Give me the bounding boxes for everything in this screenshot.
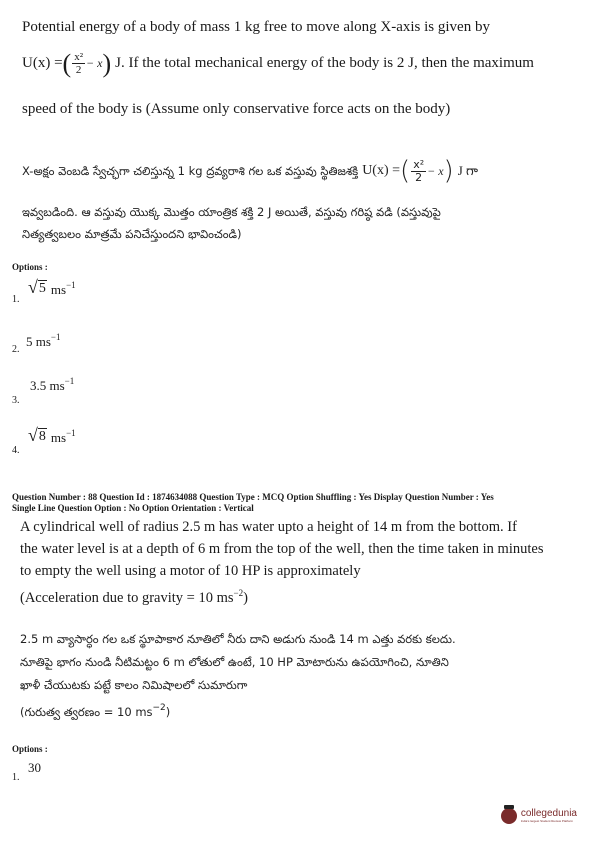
q1-line2-rest: J. If the total mechanical energy of the body is 2 J, then the maximum [115,55,534,71]
q2-meta-line2: Single Line Question Option : No Option Orientation : Vertical [12,503,254,513]
sqrt-symbol: √ [28,277,38,297]
q1-te-u-prefix: U(x) = [362,163,401,178]
q2-te-line: నూతిపై భాగం నుండి నీటిమట్టం 6 m లోతులో ఉంటే, 10 HP మోటారును ఉపయోగించి, నూతిని [20,655,449,669]
exponent: −1 [64,376,75,386]
q2-en-line: A cylindrical well of radius 2.5 m has water upto a height of 14 m from the bottom. If [20,519,517,535]
exponent: −2 [152,703,166,713]
exponent: −2 [233,588,244,598]
q1-te-fraction [411,159,426,184]
q1-option3[interactable] [30,376,74,394]
q2-telugu-block [20,628,456,724]
sqrt-symbol: √ [28,425,38,445]
q1-fraction [72,51,85,76]
te-minus-x: − x [427,164,444,178]
q2-meta-line1: Question Number : 88 Question Id : 1874634088 Question Type : MCQ Option Shuffling : Yes Display Question Number : Yes [12,492,494,502]
q1-options-label: Options : [12,262,48,272]
exponent: −1 [50,332,61,342]
te-fraction-numerator: x² [413,157,425,171]
close-paren: ) [165,705,171,719]
q1-option1-number: 1. [12,294,20,305]
unit: ms [50,430,67,445]
q1-line2 [22,50,534,77]
q2-options-label: Options : [12,744,48,754]
graduation-cap-icon [501,808,517,824]
exponent: −1 [66,280,76,290]
radicand: 5 [38,281,46,296]
fraction-denominator: 2 [75,64,82,76]
minus-x: − x [86,56,103,70]
q2-english-block [20,516,543,609]
q1-te-text1: X-అక్షం వెంబడి స్వేచ్ఛగా చలిస్తున్న 1 kg ద్రవ్యరాశి గల ఒక వస్తువు స్థితిజశక్తి [22,164,359,178]
open-paren: ( [62,48,72,78]
te-open-paren: ( [400,156,411,186]
q1-option1[interactable] [28,278,76,298]
q2-gravity-line [20,582,543,609]
logo-text-group [521,809,577,823]
q2-option1-number: 1. [12,772,20,783]
q2-te-gravity-line [20,697,456,724]
q2-en-line: to empty the well using a motor of 10 HP is approximately [20,563,361,579]
gravity-text: (గురుత్వ త్వరణం = 10 ms [20,705,153,719]
q1-option2[interactable] [26,332,61,350]
collegedunia-logo [501,808,577,824]
close-paren: ) [243,590,248,606]
q1-option2-number: 2. [12,344,20,355]
q2-en-line: the water level is at a depth of 6 m from the top of the well, then the time taken in minutes [20,541,544,557]
q2-te-line: 2.5 m వ్యాసార్ధం గల ఒక స్థూపాకార నూతిలో నీరు దాని అడుగు నుండి 14 m ఎత్తు వరకు కలదు. [20,632,456,646]
q1-line1: Potential energy of a body of mass 1 kg free to move along X-axis is given by [22,19,490,35]
option-value: 5 ms [26,334,51,349]
close-paren: ) [102,48,112,78]
fraction-numerator: x² [74,51,84,63]
radicand: 8 [38,429,46,444]
logo-name: collegedunia [520,808,577,819]
q1-line3: speed of the body is (Assume only conservative force acts on the body) [22,101,451,117]
te-close-paren: ) [443,156,454,186]
gravity-text: (Acceleration due to gravity = 10 ms [20,590,234,606]
exponent: −1 [66,428,76,438]
q1-option4[interactable] [28,426,76,446]
q1-u-prefix: U(x) = [22,55,63,71]
q1-telugu-line2: ఇవ్వబడింది. ఆ వస్తువు యొక్క మొత్తం యాంత్రిక శక్తి 2 J అయితే, వస్తువు గరిష్ఠ వడి (వస్తువుపై [22,205,441,219]
q1-telugu-line1 [22,158,478,184]
logo-tagline: India's largest Student Review Platform [520,819,574,823]
q2-te-line: ఖాళీ చేయుటకు పట్టే కాలం నిమిషాలలో సుమారుగా [20,678,248,692]
q2-option1[interactable]: 30 [28,760,41,775]
q1-te-unit: J గా [457,163,478,178]
q1-option3-number: 3. [12,395,20,406]
unit: ms [50,282,67,297]
q1-option4-number: 4. [12,445,20,456]
option-value: 3.5 ms [30,378,65,393]
te-fraction-denominator: 2 [415,170,423,184]
q1-telugu-line3: నిత్యత్వబలం మాత్రమే పనిచేస్తుందని భావించండి) [22,227,242,241]
